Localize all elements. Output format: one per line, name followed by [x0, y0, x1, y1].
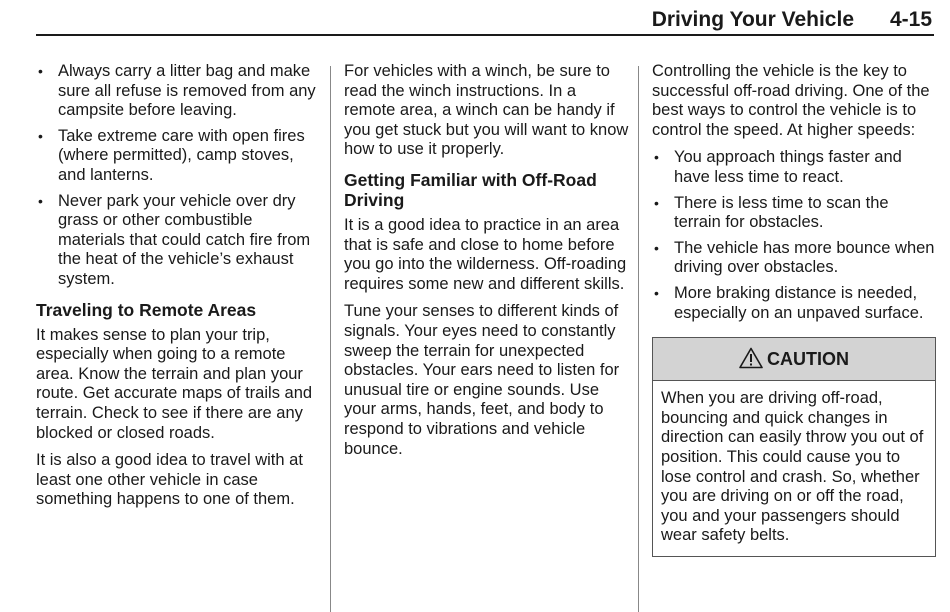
column-middle	[344, 62, 629, 467]
page-number: 4-15	[889, 8, 932, 31]
list-item: • You approach things faster and have less time to react.	[652, 148, 936, 187]
paragraph: Controlling the vehicle is the key to successful off-road driving. One of the best ways to control the vehicle is to control the speed. At higher speeds:	[652, 62, 930, 139]
paragraph: For vehicles with a winch, be sure to read the winch instructions. In a remote area, a winch can be handy if you get stuck but you will want to know how to use it properly.	[344, 62, 629, 159]
list-item: • There is less time to scan the terrain for obstacles.	[652, 194, 936, 233]
caution-header	[653, 338, 935, 381]
caution-text: When you are driving off-road, bouncing and quick changes in direction can easily throw you out of position. This could cause you to lose control and crash. So, whether you are driving on or off the road, you and your passengers should wear safety belts.	[661, 389, 924, 545]
paragraph: It is a good idea to practice in an area that is safe and close to home before you go into the wilderness. Off-roading requires some new and different skills.	[344, 215, 627, 293]
list-item: • The vehicle has more bounce when driving over obstacles.	[652, 239, 936, 278]
column-divider	[330, 66, 331, 612]
column-right	[652, 62, 936, 557]
paragraph: It is also a good idea to travel with at least one other vehicle in case something happens to one of them.	[36, 451, 303, 509]
list-item: • Never park your vehicle over dry grass or other combustible materials that could catch fire from the heat of the vehicle’s exhaust system.	[36, 192, 318, 290]
column-left	[36, 62, 318, 518]
section-title: Driving Your Vehicle	[651, 8, 854, 31]
paragraph: Tune your senses to different kinds of signals. Your eyes need to constantly sweep the terrain for unexpected obstacles. Your ears need to listen for unusual tire or engine sounds. Use your arms, hands, feet, and body to respond to vibrations and vehicle bounce.	[344, 302, 620, 458]
column-divider	[638, 66, 639, 612]
paragraph: It makes sense to plan your trip, especially when going to a remote area. Know the terrain and plan your route. Get accurate maps of trails and terrain. Check to see if there are any blocked or closed roads.	[36, 325, 313, 442]
page-header	[36, 4, 934, 36]
bullet-list	[36, 62, 318, 290]
bullet-list	[652, 148, 936, 323]
section-heading: Traveling to Remote Areas	[36, 299, 257, 320]
list-item: • Take extreme care with open fires (where permitted), camp stoves, and lanterns.	[36, 127, 318, 186]
section-heading: Getting Familiar with Off-Road Driving	[344, 169, 597, 210]
warning-triangle-icon	[739, 347, 763, 369]
list-item: • More braking distance is needed, especially on an unpaved surface.	[652, 284, 936, 323]
list-item: • Always carry a litter bag and make sure all refuse is removed from any campsite before leaving.	[36, 62, 318, 121]
caution-box	[652, 337, 936, 557]
caution-title: CAUTION	[767, 349, 849, 370]
